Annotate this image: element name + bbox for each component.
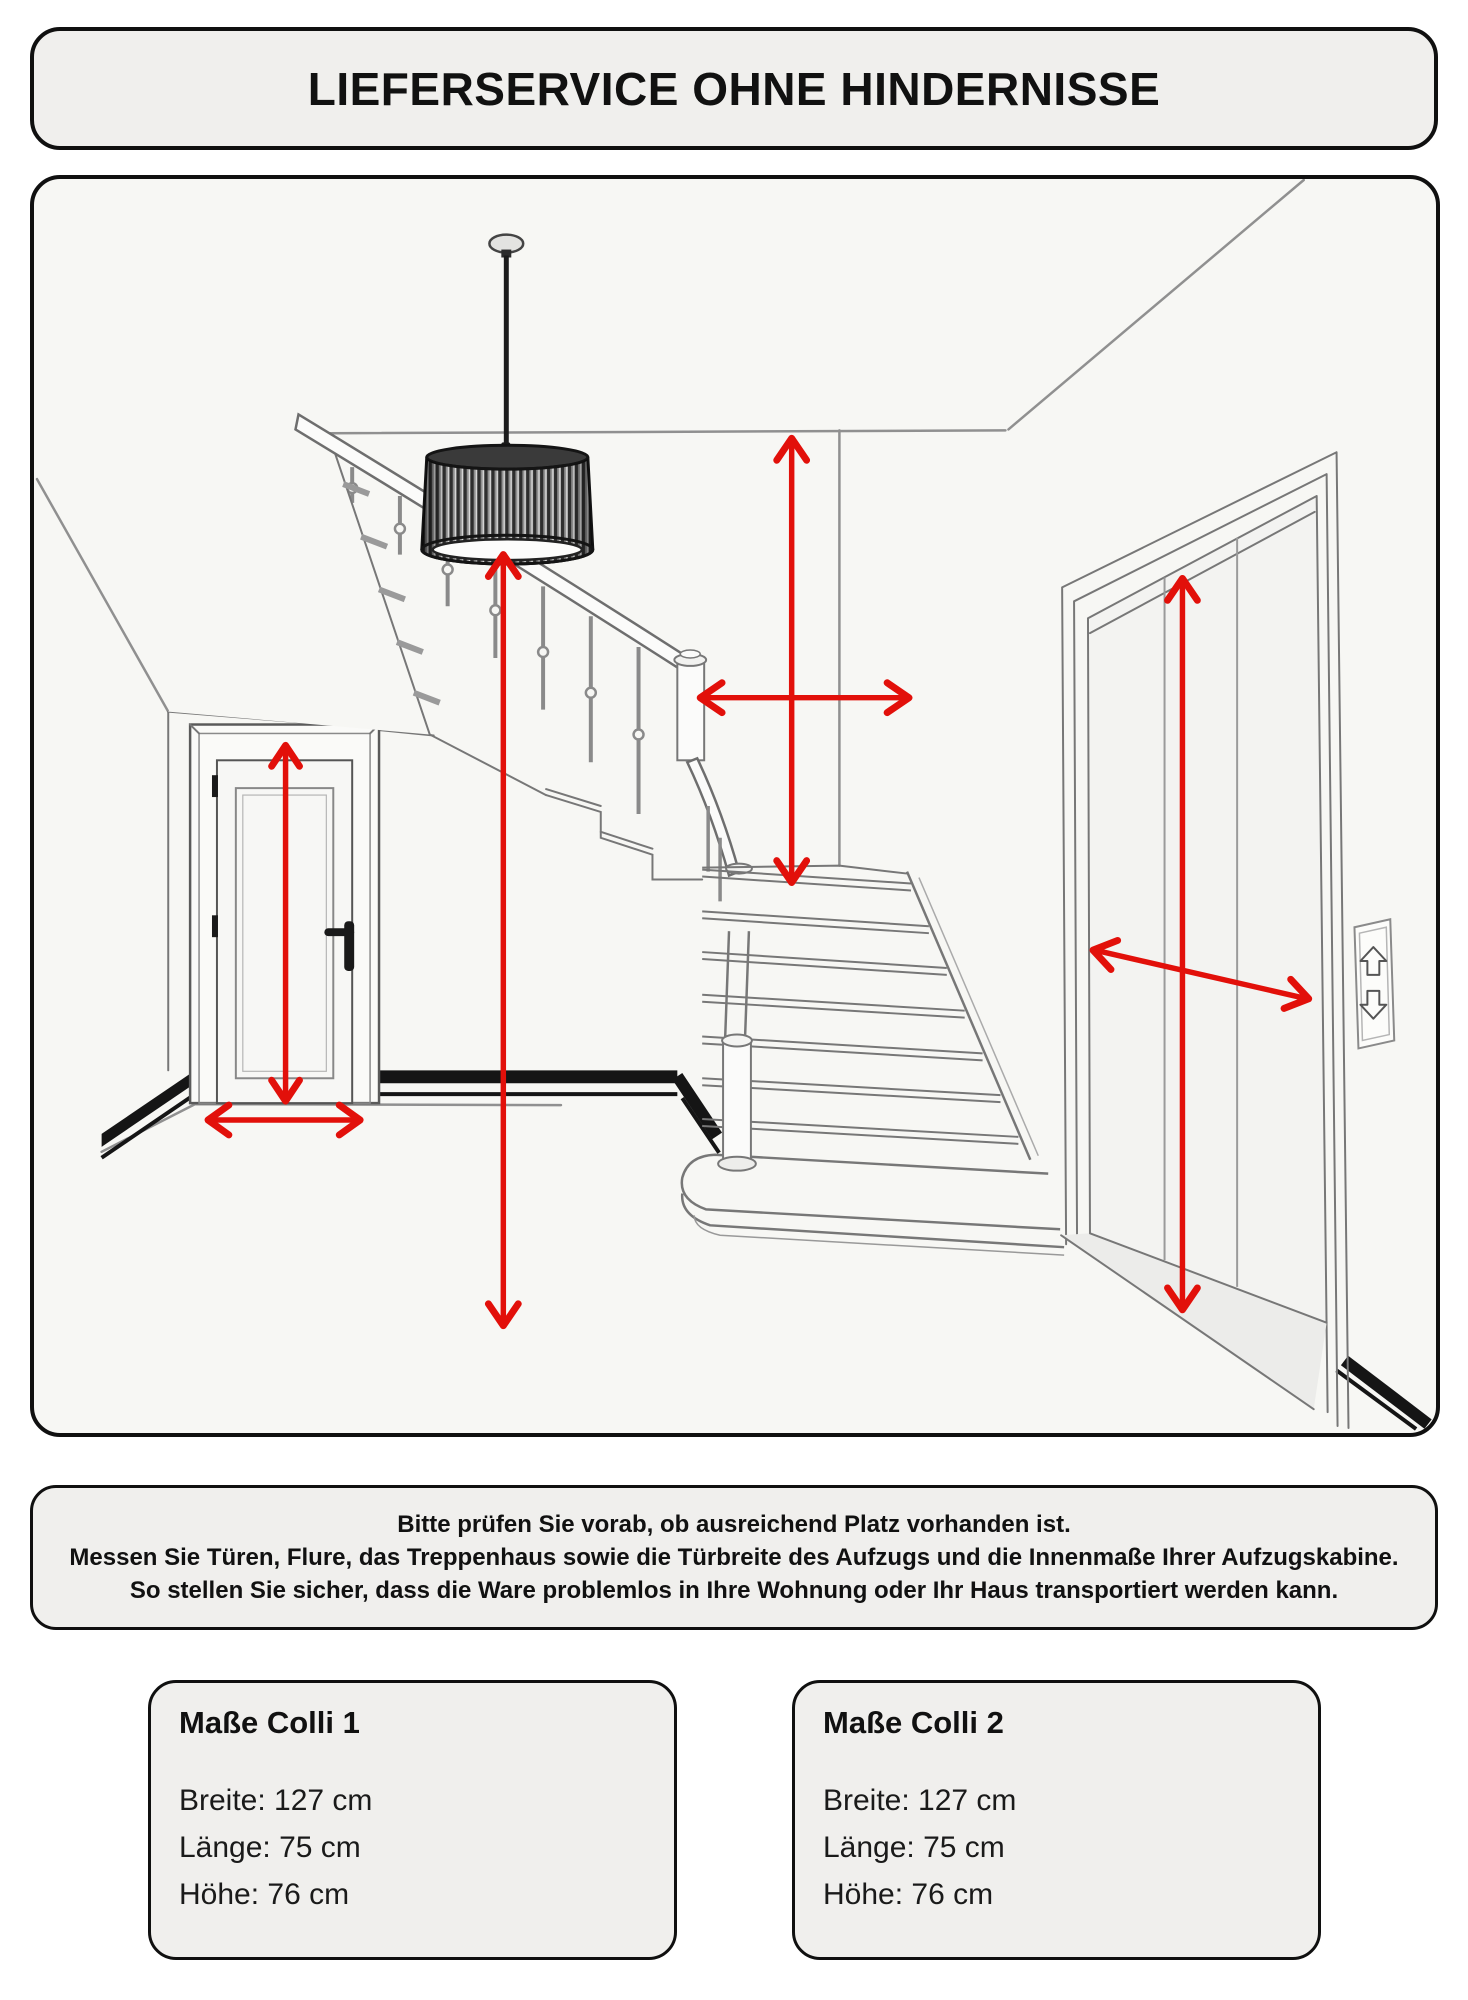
door-width-arrow	[208, 1105, 360, 1135]
instructions-line-3: So stellen Sie sicher, dass die Ware problemlos in Ihre Wohnung oder Ihr Haus transportiert werden kann.	[129, 1577, 1339, 1604]
instructions-line-2: Messen Sie Türen, Flure, das Treppenhaus sowie die Türbreite des Aufzugs und die Innenmaße Ihrer Aufzugskabine.	[69, 1544, 1399, 1571]
instructions-line-1: Bitte prüfen Sie vorab, ob ausreichend Platz vorhanden ist.	[397, 1511, 1071, 1538]
colli-1-title: Maße Colli 1	[179, 1705, 360, 1740]
newel-post-bottom	[718, 1035, 756, 1171]
curved-handrail	[687, 758, 739, 875]
stair-width-arrow	[700, 683, 909, 713]
colli-2-height: Höhe: 76 cm	[823, 1878, 994, 1911]
pendant-lamp	[422, 235, 593, 564]
newel-post-top	[674, 650, 706, 760]
ceiling-height-arrow	[777, 438, 807, 882]
colli-1-box	[148, 1680, 677, 1960]
colli-1-length: Länge: 75 cm	[179, 1831, 361, 1864]
door-hinge	[212, 775, 218, 797]
colli-2-box	[792, 1680, 1321, 1960]
lamp-to-floor-arrow	[488, 555, 518, 1326]
colli-2-length: Länge: 75 cm	[823, 1831, 1005, 1864]
hallway-scene	[34, 179, 1436, 1433]
hallway-illustration	[30, 175, 1440, 1437]
colli-2-width: Breite: 127 cm	[823, 1784, 1017, 1817]
colli-1-width: Breite: 127 cm	[179, 1784, 373, 1817]
header-banner	[30, 27, 1438, 150]
instructions-box	[30, 1485, 1438, 1630]
colli-1-height: Höhe: 76 cm	[179, 1878, 350, 1911]
door-hinge	[212, 915, 218, 937]
page-title: LIEFERSERVICE OHNE HINDERNISSE	[307, 62, 1161, 115]
stair-steps	[702, 866, 1038, 1160]
colli-2-title: Maße Colli 2	[823, 1705, 1004, 1740]
elevator-call-panel	[1354, 919, 1394, 1048]
